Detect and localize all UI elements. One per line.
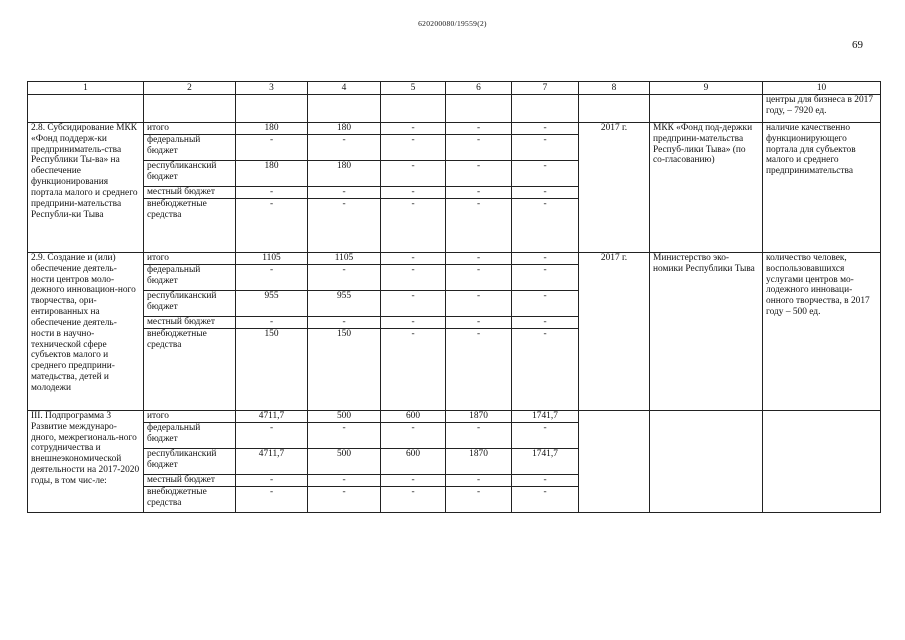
amount-cell: - (446, 253, 512, 265)
expected-result: количество человек, воспользовавшихся услугами центров мо-лодежного инноваци-онного творчества, в 2017 году – 500 ед. (763, 253, 881, 411)
amount-cell: - (446, 317, 512, 329)
amount-cell: - (381, 423, 446, 449)
amount-cell: 1870 (446, 411, 512, 423)
funding-source: итого (144, 253, 236, 265)
measure-title: 2.8. Субсидирование МКК «Фонд поддерж-ки предприниматель-ства Республики Ты-ва» на обеспечение функционирования портала малого и среднего предприни-мательства Республи-ки Тыва (28, 123, 144, 253)
amount-cell: - (446, 487, 512, 513)
implementation-year: 2017 г. (579, 123, 650, 253)
budget-row (28, 253, 881, 265)
amount-cell: - (446, 265, 512, 291)
amount-cell: 955 (236, 291, 308, 317)
amount-cell: - (446, 329, 512, 411)
amount-cell: - (512, 187, 579, 199)
funding-source: итого (144, 411, 236, 423)
amount-cell: - (381, 123, 446, 135)
amount-cell: 1870 (446, 449, 512, 475)
amount-cell: - (381, 161, 446, 187)
amount-cell: - (308, 199, 381, 253)
amount-cell: - (512, 329, 579, 411)
amount-cell: - (512, 135, 579, 161)
amount-cell: - (512, 161, 579, 187)
funding-source: местный бюджет (144, 187, 236, 199)
document-code: 620200080/19559(2) (418, 19, 487, 28)
amount-cell: - (236, 199, 308, 253)
column-number: 4 (308, 82, 381, 95)
executor: МКК «Фонд под-держки предприни-мательства Респуб-лики Тыва» (по со-гласованию) (650, 123, 763, 253)
measure-title: 2.9. Создание и (или) обеспечение деятель-ности центров моло-дежного инновацион-ного творчества, ори-ентированных на обеспечение деятель-ности в научно-технической сфере субъектов малого и среднего предприни-матедьства, детей и молодежи (28, 253, 144, 411)
amount-cell: - (512, 291, 579, 317)
amount-cell: 4711,7 (236, 411, 308, 423)
column-number: 3 (236, 82, 308, 95)
amount-cell: - (236, 187, 308, 199)
amount-cell: - (512, 475, 579, 487)
amount-cell: - (381, 487, 446, 513)
amount-cell: - (381, 317, 446, 329)
funding-source: внебюджетные средства (144, 329, 236, 411)
program-table (27, 81, 881, 513)
amount-cell: - (236, 475, 308, 487)
column-number: 5 (381, 82, 446, 95)
column-number: 10 (763, 82, 881, 95)
amount-cell: 600 (381, 411, 446, 423)
amount-cell: 150 (236, 329, 308, 411)
column-number: 6 (446, 82, 512, 95)
amount-cell: - (381, 253, 446, 265)
amount-cell: - (512, 317, 579, 329)
expected-result (763, 411, 881, 513)
expected-result: наличие качественно функционирующего портала для субъектов малого и среднего предпринимательства (763, 123, 881, 253)
amount-cell: - (446, 123, 512, 135)
amount-cell: - (446, 161, 512, 187)
column-number: 2 (144, 82, 236, 95)
amount-cell: - (308, 487, 381, 513)
executor (650, 411, 763, 513)
funding-source: итого (144, 123, 236, 135)
funding-source: местный бюджет (144, 475, 236, 487)
amount-cell: - (236, 265, 308, 291)
column-number: 8 (579, 82, 650, 95)
measure-title: III. Подпрограмма 3 Развитие междунаро-дного, межрегиональ-ного сотрудничества и внешнеэкономической деятельности на 2017-2020 годы, в том чис-ле: (28, 411, 144, 513)
implementation-year: 2017 г. (579, 253, 650, 411)
amount-cell: - (308, 187, 381, 199)
funding-source: федеральный бюджет (144, 265, 236, 291)
amount-cell: - (308, 135, 381, 161)
amount-cell: - (381, 135, 446, 161)
page-number: 69 (852, 39, 863, 51)
amount-cell: - (381, 187, 446, 199)
column-number: 7 (512, 82, 579, 95)
column-number: 9 (650, 82, 763, 95)
column-number-row (28, 82, 881, 95)
amount-cell: 1741,7 (512, 411, 579, 423)
amount-cell: - (381, 329, 446, 411)
amount-cell: - (512, 253, 579, 265)
funding-source: федеральный бюджет (144, 423, 236, 449)
amount-cell: 1741,7 (512, 449, 579, 475)
amount-cell: - (308, 423, 381, 449)
amount-cell: - (308, 475, 381, 487)
amount-cell: - (308, 317, 381, 329)
amount-cell: 500 (308, 449, 381, 475)
column-number: 1 (28, 82, 144, 95)
amount-cell: - (446, 291, 512, 317)
amount-cell: - (381, 199, 446, 253)
amount-cell: - (512, 423, 579, 449)
amount-cell: 180 (308, 161, 381, 187)
amount-cell: - (381, 475, 446, 487)
amount-cell: - (512, 487, 579, 513)
amount-cell: - (512, 265, 579, 291)
funding-source: республиканский бюджет (144, 161, 236, 187)
amount-cell: - (446, 187, 512, 199)
amount-cell: - (446, 475, 512, 487)
continued-row (28, 95, 881, 123)
amount-cell: - (236, 423, 308, 449)
amount-cell: 500 (308, 411, 381, 423)
funding-source: местный бюджет (144, 317, 236, 329)
amount-cell: - (308, 265, 381, 291)
amount-cell: 4711,7 (236, 449, 308, 475)
amount-cell: - (446, 423, 512, 449)
amount-cell: 600 (381, 449, 446, 475)
amount-cell: 150 (308, 329, 381, 411)
amount-cell: - (446, 135, 512, 161)
amount-cell: - (381, 265, 446, 291)
executor: Министерство эко-номики Республики Тыва (650, 253, 763, 411)
amount-cell: - (236, 135, 308, 161)
funding-source: внебюджетные средства (144, 199, 236, 253)
amount-cell: - (236, 317, 308, 329)
funding-source: республиканский бюджет (144, 291, 236, 317)
amount-cell: - (512, 199, 579, 253)
amount-cell: 180 (236, 161, 308, 187)
funding-source: республиканский бюджет (144, 449, 236, 475)
amount-cell: 1105 (308, 253, 381, 265)
implementation-year (579, 411, 650, 513)
amount-cell: 955 (308, 291, 381, 317)
continued-result-text: центры для бизнеса в 2017 году, – 7920 ед. (763, 95, 881, 123)
amount-cell: - (381, 291, 446, 317)
amount-cell: - (446, 199, 512, 253)
amount-cell: 180 (236, 123, 308, 135)
funding-source: внебюджетные средства (144, 487, 236, 513)
amount-cell: 1105 (236, 253, 308, 265)
amount-cell: - (236, 487, 308, 513)
amount-cell: 180 (308, 123, 381, 135)
funding-source: федеральный бюджет (144, 135, 236, 161)
budget-row (28, 411, 881, 423)
amount-cell: - (512, 123, 579, 135)
budget-row (28, 123, 881, 135)
